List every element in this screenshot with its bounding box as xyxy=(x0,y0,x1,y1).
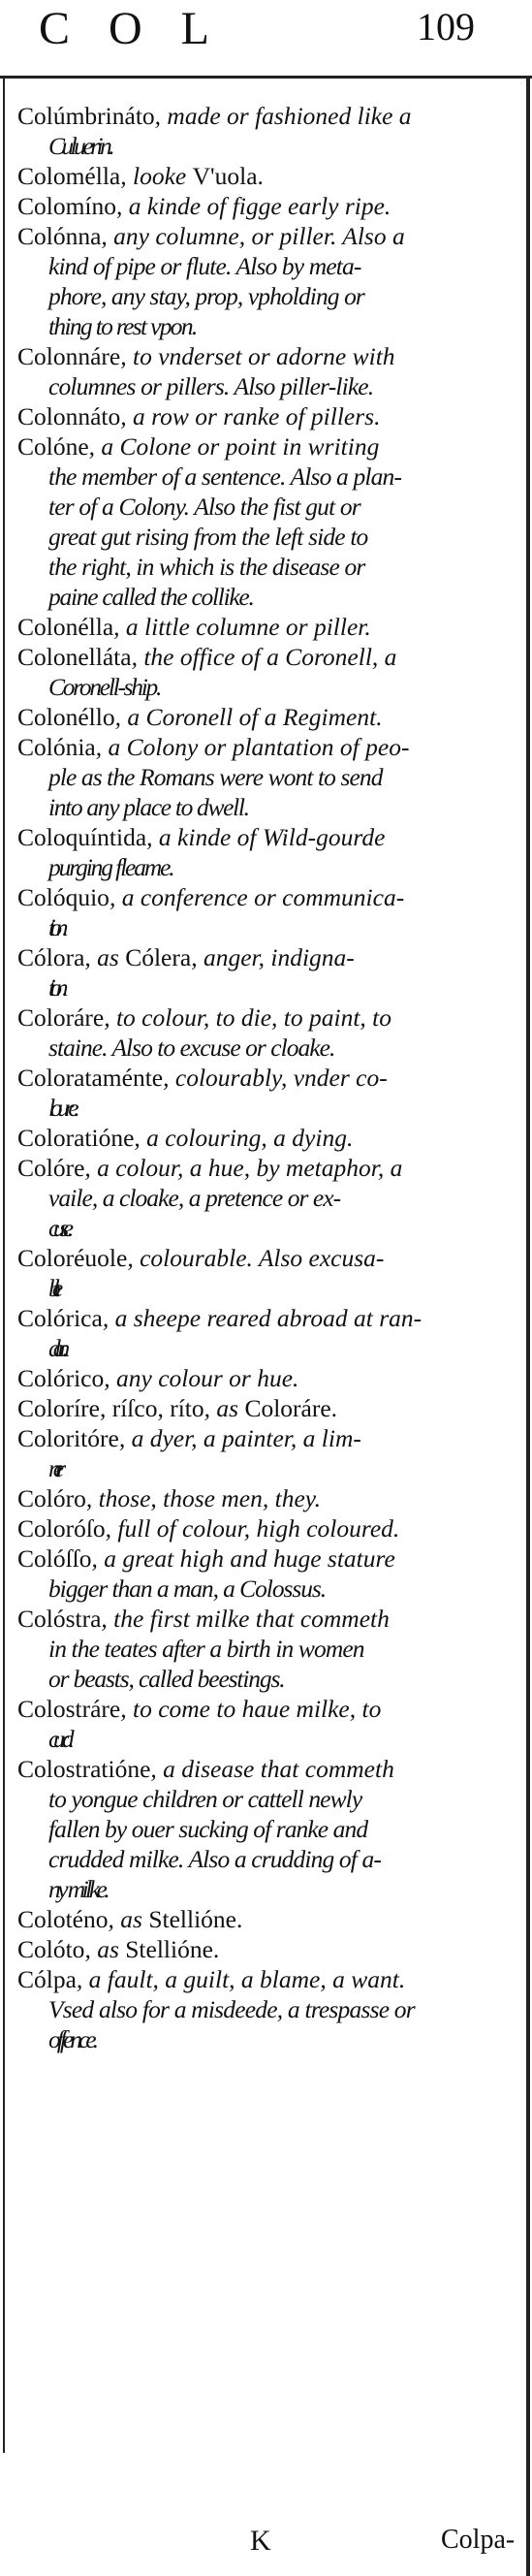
dictionary-entry xyxy=(17,882,523,942)
headword: Cólora xyxy=(17,943,85,971)
headword: Coloratióne xyxy=(17,1124,135,1152)
entry-first-line xyxy=(17,161,523,191)
entry-first-line xyxy=(17,1393,523,1423)
dictionary-entry xyxy=(17,1063,523,1123)
definition-text: , a fault, a guilt, a blame, a want. xyxy=(76,1965,406,1993)
entry-continuation-line xyxy=(17,1664,523,1694)
entry-first-line xyxy=(17,1904,523,1934)
headword: Colónia xyxy=(17,733,96,761)
entry-continuation-line xyxy=(17,912,523,942)
definition-text: , to come to haue milke, to xyxy=(120,1695,382,1723)
headword: Coloténo xyxy=(17,1905,109,1933)
headword: Colóstra xyxy=(17,1605,102,1633)
definition-text: , a little columne or piller. xyxy=(113,613,371,641)
dictionary-entry xyxy=(17,401,523,431)
definition-text: Culuerin. xyxy=(48,132,112,160)
headword: Coloríre, ríſco, ríto xyxy=(17,1394,204,1422)
definition-text: , to vnderset or adorne with xyxy=(120,342,395,370)
definition-text: , a row or ranke of pillers. xyxy=(120,402,381,430)
headword: Colóre xyxy=(17,1154,85,1182)
entry-first-line xyxy=(17,191,523,221)
definition-text: , a Colony or plantation of peo- xyxy=(95,733,410,761)
definition-text: ble. xyxy=(48,1274,54,1302)
dictionary-entry xyxy=(17,1543,523,1604)
entry-continuation-line xyxy=(17,1273,523,1303)
header-rule xyxy=(0,76,532,79)
headword: Colóto xyxy=(17,1935,85,1963)
entry-first-line xyxy=(17,1303,523,1333)
definition-text: , as xyxy=(203,1394,245,1422)
cross-reference-headword: Coloráre. xyxy=(244,1394,338,1422)
dictionary-entry xyxy=(17,612,523,642)
left-column-rule xyxy=(3,76,5,2453)
definition-text: tion. xyxy=(48,913,63,941)
dictionary-entry xyxy=(17,942,523,1002)
dictionary-entry xyxy=(17,161,523,191)
dictionary-entry xyxy=(17,1934,523,1964)
dictionary-entry xyxy=(17,732,523,822)
running-head: COL xyxy=(39,3,248,54)
definition-text: Vsed also for a misdeede, a trespasse or xyxy=(48,1995,415,2023)
entry-first-line xyxy=(17,642,523,672)
definition-text: , a colouring, a dying. xyxy=(134,1124,354,1152)
definition-text: , a great high and huge stature xyxy=(91,1544,395,1573)
headword: Colonélla xyxy=(17,613,114,641)
entry-first-line xyxy=(17,1964,523,1994)
headword: Colostráre xyxy=(17,1695,121,1723)
entry-first-line xyxy=(17,101,523,131)
definition-text: , a conference or communica- xyxy=(109,883,405,911)
entry-continuation-line xyxy=(17,1844,523,1874)
definition-text: , as xyxy=(108,1905,149,1933)
definition-text: bigger than a man, a Colossus. xyxy=(48,1574,327,1603)
definition-text: tion. xyxy=(48,973,63,1002)
entry-first-line xyxy=(17,221,523,251)
entry-continuation-line xyxy=(17,762,523,792)
dictionary-entry xyxy=(17,1483,523,1513)
headword: Coloritóre xyxy=(17,1424,119,1452)
dictionary-entry xyxy=(17,1123,523,1153)
cross-reference-headword: V'uola. xyxy=(192,162,264,190)
definition-text: , those, those men, they. xyxy=(85,1484,322,1512)
entry-continuation-line xyxy=(17,852,523,882)
entry-first-line xyxy=(17,1423,523,1453)
entry-continuation-line xyxy=(17,972,523,1002)
entry-continuation-line xyxy=(17,1994,523,2024)
definition-text: into any place to dwell. xyxy=(48,793,249,821)
definition-text: ter of a Colony. Also the fist gut or xyxy=(48,493,360,521)
dictionary-entry xyxy=(17,431,523,612)
definition-text: offence. xyxy=(48,2025,95,2053)
page-number: 109 xyxy=(417,5,475,48)
definition-text: ple as the Romans were wont to send xyxy=(48,763,383,791)
definition-text: in the teates after a birth in women xyxy=(48,1635,364,1663)
entry-continuation-line xyxy=(17,1333,523,1363)
definition-text: , looke xyxy=(120,162,193,190)
dictionary-entry xyxy=(17,1694,523,1754)
definition-text: , as xyxy=(84,943,126,971)
headword: Colóne xyxy=(17,432,89,461)
headword: Colórica xyxy=(17,1304,103,1332)
entry-continuation-line xyxy=(17,461,523,492)
definition-text: columnes or pillers. Also piller-like. xyxy=(48,372,374,400)
headword: Colónna xyxy=(17,222,102,250)
cross-reference-headword: Stellióne. xyxy=(125,1935,220,1963)
entry-continuation-line xyxy=(17,492,523,522)
entry-column xyxy=(17,101,523,2054)
definition-text: Coronell-ship. xyxy=(48,673,161,701)
headword: Colonnáto xyxy=(17,402,121,430)
definition-text: kind of pipe or flute. Also by meta- xyxy=(48,252,361,280)
entry-first-line xyxy=(17,1153,523,1183)
entry-first-line xyxy=(17,702,523,732)
entry-first-line xyxy=(17,1513,523,1543)
definition-text: fallen by ouer sucking of ranke and xyxy=(48,1815,368,1843)
headword: Cólpa xyxy=(17,1965,77,1993)
signature-mark: K xyxy=(250,2525,271,2557)
entry-continuation-line xyxy=(17,1574,523,1604)
definition-text: , any colour or hue. xyxy=(104,1364,299,1392)
definition-text: ner. xyxy=(48,1454,54,1482)
entry-continuation-line xyxy=(17,2024,523,2054)
entry-continuation-line xyxy=(17,672,523,702)
headword: Colóro xyxy=(17,1484,86,1512)
definition-text: , a Colone or point in writing xyxy=(88,432,380,461)
definition-text: , a dyer, a painter, a lim- xyxy=(118,1424,361,1452)
entry-continuation-line xyxy=(17,1183,523,1213)
dictionary-entry xyxy=(17,1423,523,1483)
headword: Colonelláta xyxy=(17,643,132,671)
definition-text: paine called the collike. xyxy=(48,583,254,611)
definition-text: , a kinde of figge early ripe. xyxy=(116,192,391,220)
definition-text: , colourably, vnder co- xyxy=(163,1064,388,1092)
definition-text: curd. xyxy=(48,1725,69,1753)
entry-first-line xyxy=(17,401,523,431)
headword: Colomélla xyxy=(17,162,121,190)
entry-first-line xyxy=(17,1123,523,1153)
entry-first-line xyxy=(17,431,523,461)
page-footer xyxy=(0,2525,532,2563)
catchword: Colpa- xyxy=(441,2525,516,2555)
entry-first-line xyxy=(17,1243,523,1273)
dictionary-entry xyxy=(17,642,523,702)
headword: Coloréuole xyxy=(17,1244,128,1272)
dictionary-entry xyxy=(17,1604,523,1694)
entry-continuation-line xyxy=(17,1724,523,1754)
definition-text: crudded milke. Also a crudding of a- xyxy=(48,1845,382,1873)
definition-text: cuse. xyxy=(48,1214,68,1242)
dictionary-entry xyxy=(17,101,523,161)
dictionary-entry xyxy=(17,1754,523,1904)
definition-text: , a disease that commeth xyxy=(150,1755,394,1783)
entry-continuation-line xyxy=(17,1784,523,1814)
headword: Colonéllo xyxy=(17,703,115,731)
definition-text: , a sheepe reared abroad at ran- xyxy=(102,1304,422,1332)
headword: Coloróſo xyxy=(17,1514,106,1542)
dictionary-entry xyxy=(17,1002,523,1063)
definition-text: great gut rising from the left side to xyxy=(48,523,368,551)
definition-text: dan. xyxy=(48,1334,61,1362)
entry-first-line xyxy=(17,1543,523,1574)
headword: Colóſſo xyxy=(17,1544,92,1573)
entry-first-line xyxy=(17,1063,523,1093)
entry-first-line xyxy=(17,732,523,762)
entry-first-line xyxy=(17,1694,523,1724)
definition-text: the right, in which is the disease or xyxy=(48,553,365,581)
entry-first-line xyxy=(17,1604,523,1634)
definition-text: , any columne, or piller. Also a xyxy=(101,222,405,250)
definition-text: , colourable. Also excusa- xyxy=(127,1244,385,1272)
entry-continuation-line xyxy=(17,1634,523,1664)
entry-continuation-line xyxy=(17,552,523,582)
entry-first-line xyxy=(17,612,523,642)
dictionary-entry xyxy=(17,822,523,882)
entry-continuation-line xyxy=(17,311,523,341)
entry-first-line xyxy=(17,341,523,371)
headword: Coloquíntida xyxy=(17,823,147,851)
entry-continuation-line xyxy=(17,1033,523,1063)
headword: Colórico xyxy=(17,1364,105,1392)
headword: Colonnáre xyxy=(17,342,121,370)
definition-text: purging fleame. xyxy=(48,853,173,881)
entry-continuation-line xyxy=(17,522,523,552)
entry-continuation-line xyxy=(17,131,523,161)
entry-continuation-line xyxy=(17,1453,523,1483)
dictionary-entry xyxy=(17,1393,523,1423)
definition-text: , a kinde of Wild-gourde xyxy=(146,823,386,851)
definition-text: , made or fashioned like a xyxy=(154,102,412,130)
definition-text: vaile, a cloake, a pretence or ex- xyxy=(48,1184,341,1212)
dictionary-entry xyxy=(17,702,523,732)
entry-first-line xyxy=(17,882,523,912)
definition-text: to yongue children or cattell newly xyxy=(48,1785,362,1813)
entry-continuation-line xyxy=(17,281,523,311)
definition-text: the member of a sentence. Also a plan- xyxy=(48,462,402,491)
headword: Colorataménte xyxy=(17,1064,164,1092)
dictionary-entry xyxy=(17,1153,523,1243)
definition-text: , a Coronell of a Regiment. xyxy=(114,703,383,731)
headword: Colomíno xyxy=(17,192,117,220)
entry-continuation-line xyxy=(17,251,523,281)
dictionary-entry xyxy=(17,191,523,221)
definition-text: loure. xyxy=(48,1094,76,1122)
definition-text: thing to rest vpon. xyxy=(48,312,197,340)
entry-first-line xyxy=(17,1934,523,1964)
entry-continuation-line xyxy=(17,582,523,612)
definition-text: phore, any stay, prop, vpholding or xyxy=(48,282,364,310)
dictionary-entry xyxy=(17,1964,523,2054)
definition-text: , full of colour, high coloured. xyxy=(105,1514,400,1542)
entry-continuation-line xyxy=(17,1814,523,1844)
headword: Colostratióne xyxy=(17,1755,151,1783)
page-header xyxy=(0,0,532,87)
headword: Colúmbrináto xyxy=(17,102,155,130)
definition-text: , a colour, a hue, by metaphor, a xyxy=(84,1154,403,1182)
entry-first-line xyxy=(17,1754,523,1784)
cross-reference-headword: Stellióne. xyxy=(148,1905,243,1933)
dictionary-entry xyxy=(17,1243,523,1303)
dictionary-entry xyxy=(17,1904,523,1934)
entry-continuation-line xyxy=(17,1874,523,1904)
headword: Coloráre xyxy=(17,1003,105,1032)
cross-reference-headword: Cólera xyxy=(125,943,192,971)
dictionary-entry xyxy=(17,341,523,401)
definition-text: , to colour, to die, to paint, to xyxy=(104,1003,392,1032)
entry-first-line xyxy=(17,1483,523,1513)
entry-continuation-line xyxy=(17,371,523,401)
dictionary-entry xyxy=(17,1513,523,1543)
right-column-rule xyxy=(526,76,530,2576)
entry-first-line xyxy=(17,1002,523,1033)
definition-text: , the first milke that commeth xyxy=(101,1605,390,1633)
definition-text: staine. Also to excuse or cloake. xyxy=(48,1034,335,1062)
definition-text: , the office of a Coronell, a xyxy=(131,643,397,671)
entry-first-line xyxy=(17,1363,523,1393)
entry-first-line xyxy=(17,822,523,852)
definition-text: , as xyxy=(84,1935,126,1963)
dictionary-entry xyxy=(17,1363,523,1393)
entry-first-line xyxy=(17,942,523,972)
definition-text: ny milke. xyxy=(48,1875,108,1903)
entry-continuation-line xyxy=(17,792,523,822)
headword: Colóquio xyxy=(17,883,110,911)
definition-text: or beasts, called beestings. xyxy=(48,1665,285,1693)
dictionary-entry xyxy=(17,221,523,341)
dictionary-entry xyxy=(17,1303,523,1363)
entry-continuation-line xyxy=(17,1093,523,1123)
entry-continuation-line xyxy=(17,1213,523,1243)
definition-text: , anger, indigna- xyxy=(191,943,355,971)
